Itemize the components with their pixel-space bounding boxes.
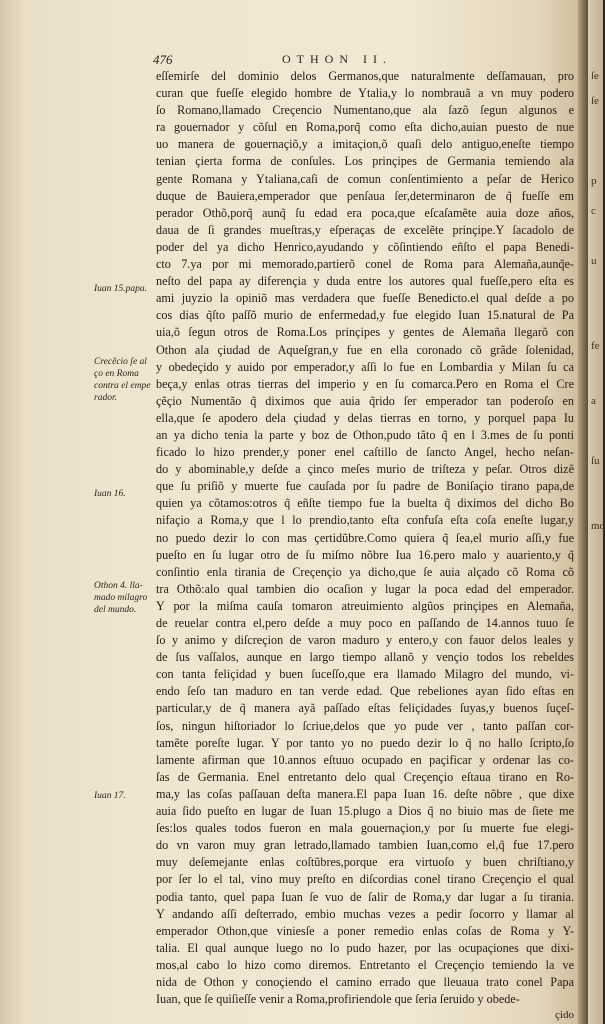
text-line: de ſus vaſſalos, aunque en largo tiempo allanõ y vençio todos los rebeldes [156, 650, 574, 665]
margin-note [94, 356, 150, 404]
text-line: talia. El qual aunque luego no lo pudo hazer, por las ocupaçiones que dixi- [156, 940, 574, 955]
text-line: çẽçio Numentão q̃ diximos que auia q̃rido ſer emperador tan poderoſo en [156, 393, 574, 408]
page-header [150, 52, 580, 68]
text-line: neſto del papa ay diferençia y duda entre los autores qual fueſſe,pero eſta es [156, 274, 574, 289]
text-line: Othon ala çiudad de Aqueſgran,y fue en ella coronado cõ grãde ſolenidad, [156, 342, 574, 357]
text-line: nida de Othon y conoçiendo el camino errado que lleuaua trato conel Papa [156, 974, 574, 989]
body-text [156, 68, 574, 1022]
text-line: con tanta feliçidad y buen ſuceſſo,que era llamado Milagro del mundo, vi- [156, 667, 574, 682]
margin-note [94, 283, 147, 295]
margin-note-line: Crecẽcio ſe al [94, 357, 147, 367]
text-line: de reuelar contra el,pero deſde a muy poco en paſſando de 14.annos tuuo ſe [156, 616, 574, 630]
text-line: y obedeçido y auido por emperador,y aſſi lo fue en Lombardia y Milan ſu ca [156, 359, 574, 374]
text-line: tamẽte poreſte lugar. Y por tanto yo no puedo dezir lo q̃ no hallo ſcripto,ſo [156, 735, 574, 750]
margin-note-line: contra el empe [94, 381, 151, 391]
catchword: çido [555, 1009, 574, 1022]
text-line: an ya dicho tenia la parte y boz de Othon,pudo tãto q̃ en l 3.mes de ſu ponti [156, 427, 574, 442]
margin-note-line: ço en Roma [94, 369, 139, 379]
facing-page-text: ſe [591, 95, 599, 107]
facing-page-text: p [591, 175, 597, 187]
text-line: duque de Bauiera,emperador que penſaua ſer,determinaron de q̃ fueſſe em [156, 188, 574, 203]
running-head: OTHON II. [282, 52, 392, 66]
text-line: muy deſemejante enlas coſtũbres,porque era virtuoſo y buen chriſtiano,y [156, 855, 574, 870]
text-line: por ſer lo el tal, vino muy preſto en diſcordias conel tirano Creçençio el qual [156, 872, 574, 887]
text-line: uo manera de gouernaçiõ,y a imitaçion,õ quaſi delo antiguo,eneſte tiempo [156, 137, 574, 152]
text-line: lamente afirman que 10.annos eſtuuo ocupado en paçificar y ordenar las co- [156, 752, 574, 767]
text-line: ſo y animo y diſcreçion de varon maduro y entero,y con fauor delos leales y [156, 633, 574, 648]
facing-page-text: ſe [591, 70, 599, 82]
facing-page-text: fe [591, 340, 600, 352]
text-line: curan que fueſſe elegido hombre de Ytalia,y lo nombrauã a vn muy podero [156, 86, 574, 101]
text-line: auia ſido pueſto en lugar de Iuan 15.plugo a Dios q̃ no biuio mas de ſiete me [156, 804, 574, 819]
text-line: tenian çierta forma de conſules. Los prinçipes de Germania temiendo ala [156, 154, 574, 169]
text-line: Y andando aſſi deſterrado, embio muchas vezes a pedir ſocorro y llamar al [156, 906, 574, 921]
margin-notes [94, 0, 164, 1024]
text-line: ma,y las coſas paſſauan deſta manera.El papa Iuan 16. deſte nõbre , que dixe [156, 786, 574, 801]
text-line: ſas de Germania. Enel entretanto delo qual Creçençio eſtaua tirano en Ro- [156, 769, 574, 784]
text-line: ſos, ningun hiſtoriador lo ſcriue,delos que yo pude ver , tanto paſſan cor- [156, 718, 574, 733]
text-line: conſintio enla tirania de Creçençio ya dicho,que ſe auia alçado cõ Roma cõ [156, 564, 574, 579]
margin-note-line: mado milagro [94, 593, 148, 603]
text-line: Iuan, que ſe quiſieſſe venir a Roma,profiriendole que ſeria ſeruido y obede- [156, 992, 520, 1007]
facing-page-text: ſu [591, 455, 600, 467]
text-line: ſes:los quales todos fueron en mala gouernaçion,y por ſu muerte fue elegi- [156, 821, 574, 836]
margin-note-line: del mundo. [94, 605, 137, 615]
text-line: no puedo dezir lo con mas çertidũbre.Como quiera q̃ ſea,el murio aſſi,y fue [156, 530, 574, 545]
facing-page-text: mo [591, 520, 605, 532]
page-shading [0, 0, 24, 1024]
text-line: mos,al cabo lo hizo como diremos. Entretanto el Creçençio temiendo la ve [156, 957, 574, 972]
text-line: podia tanto, quel papa Iuan ſe vuo de ſalir de Roma,y dar lugar a ſu tirania. [156, 889, 574, 904]
text-line: ami juyzio la opiniõ mas verdadera que fueſſe Benedicto.el qual deſde a po [156, 291, 574, 306]
margin-note-line: Iuan 15.papa. [94, 284, 148, 294]
text-line: ra gouernador y cõſul en Roma,porq̃ como eſta dicho,auian puesto de nue [156, 120, 574, 135]
text-line: pueſto en ſu lugar otro de ſu miſmo nõbre Iua 16.pero malo y auariento,y q̃ [156, 547, 574, 562]
margin-note-line: Othon 4. lla- [94, 581, 143, 591]
margin-note [94, 790, 126, 802]
text-line: tra Othõ:alo qual tambien dio ocaſion y lugar la poca edad del emperador. [156, 581, 574, 596]
margin-note [94, 580, 147, 616]
text-line: gente Romana y Ytaliana,caſi de comun conſentimiento a peſar de Herico [156, 171, 574, 186]
book-gutter [578, 0, 588, 1024]
text-line: nifaçio a Roma,y que l lo prendio,tanto eſta confuſa eſta coſa eneſte lugar,y [156, 513, 574, 528]
margin-note [94, 488, 126, 500]
text-line: uia,õ ſegun otros de Roma.Los prinçipes y gentes de Alemaña llegarõ con [156, 325, 574, 340]
text-line: quien ya cõtamos:otros q̃ eñſte tiempo fue la buelta q̃ diximos del dicho Bo [156, 496, 574, 511]
page-number: 476 [153, 52, 173, 67]
text-line: do vn varon muy gran letrado,llamado tambien Iuan,como el,q̃ fue 17.pero [156, 838, 574, 853]
text-line: endo ſeſo tan maduro en tan verde edad. Que rebeliones ayan ſido eſtas en [156, 684, 574, 699]
facing-page-text: u [591, 255, 597, 267]
margin-note-line: Iuan 17. [94, 791, 126, 801]
text-line: Y por la miſma cauſa tomaron atreuimiento algũos prinçipes en Alemaña, [156, 598, 574, 613]
text-line: ella,que ſe apodero dela çiudad y delas tierras en torno, y porquel papa Iu [156, 410, 574, 425]
text-line: cto 7.ya por mi memorado,partierõ conel de Roma para Alemaña,aunq̃e- [156, 257, 574, 272]
text-line: que ſu priſiõ y muerte fue cauſada por ſu padre de Boniſaçio tirano papa,de [156, 479, 574, 494]
text-line: daua de ſi grandes mueſtras,y eſperaças de excelẽte prinçipe.Y ſacadolo de [156, 222, 574, 237]
margin-note-line: Iuan 16. [94, 489, 126, 499]
text-line: eſſemirſe del dominio delos Germanos,que naturalmente deſſamauan, pro [156, 69, 574, 83]
facing-page-text: a [591, 395, 596, 407]
facing-page-text: c [591, 205, 596, 217]
text-line: particular,y de q̃ manera ayã paſſado eſtas feliçidades ſuyas,y buenos ſuçeſ- [156, 701, 574, 716]
text-line: poder del ya dicho Henrico,ayudando y cõſintiendo eñſto el papa Benedi- [156, 239, 574, 254]
text-line: cos dias q̃ſto paſſõ murio de enfermedad,y fue elegido Iuan 15.natural de Pa [156, 308, 574, 323]
text-line: perador Othõ,porq̃ aunq̃ ſu edad era poca,que eſcaſamẽte auia doze años, [156, 205, 574, 220]
text-line: do y abominable,y deſde a çinco meſes murio de triſteza y peſar. Otros dizẽ [156, 462, 574, 477]
facing-page-edge [588, 0, 603, 1024]
text-line: emperador Othon,que viniesſe a poner remedio enlas coſas de Roma y Y- [156, 923, 574, 938]
margin-note-line: rador. [94, 393, 117, 403]
text-line: ficado lo hizo prender,y poner enel caſtillo de ſancto Angel, hecho neſan- [156, 445, 574, 460]
text-line: beça,y enlas otras tierras del imperio y en ſu comarca.Pero en Roma el Cre [156, 376, 574, 391]
text-line: ſo Romano,llamado Creçencio Numentano,que ala ſazõ ſegun algunos e [156, 103, 574, 118]
